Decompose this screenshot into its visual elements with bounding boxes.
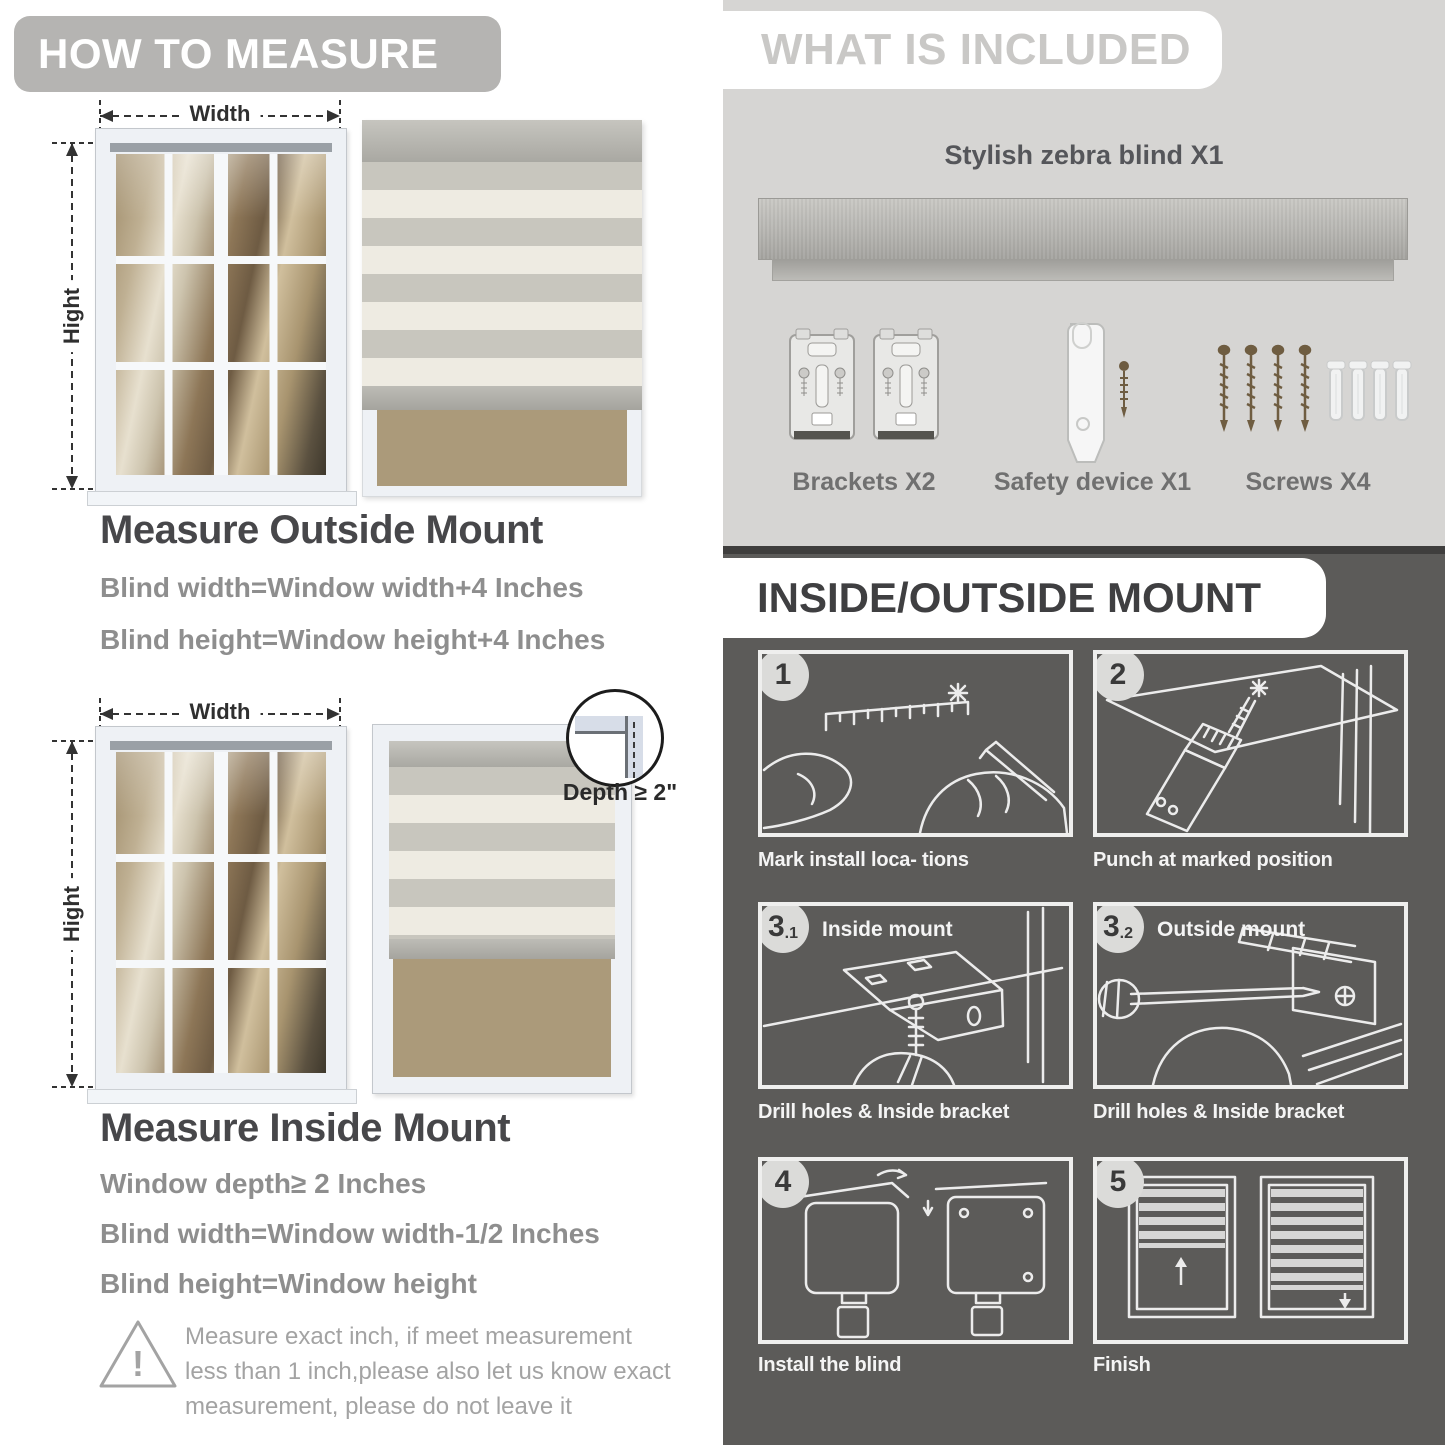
step-caption: Mark install loca- tions <box>758 849 969 871</box>
height-label: Hight <box>55 280 89 352</box>
how-to-measure-header: HOW TO MEASURE <box>14 16 501 92</box>
inside-formula-depth: Window depth≥ 2 Inches <box>100 1168 427 1199</box>
outside-formula-width: Blind width=Window width+4 Inches <box>100 572 584 603</box>
step-caption: Drill holes & Inside bracket <box>758 1101 1010 1123</box>
screws-image <box>1212 340 1412 460</box>
width-label: Width <box>180 101 261 127</box>
height-dimension-arrow <box>50 138 94 494</box>
inside-formula-width: Blind width=Window width-1/2 Inches <box>100 1218 600 1249</box>
step-panel-3-1 <box>758 902 1073 1089</box>
depth-callout-circle <box>566 689 664 787</box>
blind-headrail <box>362 120 642 162</box>
headrail-lip <box>772 259 1394 281</box>
step-caption: Punch at marked position <box>1093 849 1333 871</box>
window-top-strip <box>110 741 332 750</box>
step-panel-title: Inside mount <box>822 918 953 941</box>
depth-dashed-line <box>633 722 635 778</box>
step-panel-3-2 <box>1093 902 1408 1089</box>
what-is-included-header: WHAT IS INCLUDED <box>723 11 1222 89</box>
headrail-image <box>758 198 1408 260</box>
step-number-badge: 3 .2 <box>1093 902 1144 953</box>
window-glass <box>377 410 627 486</box>
window-photo-inside <box>95 726 347 1092</box>
step-panel-2 <box>1093 650 1408 837</box>
width-label: Width <box>180 699 261 725</box>
window-glass <box>116 752 326 1073</box>
window-below-blind <box>362 410 642 497</box>
window-sill <box>87 1089 357 1104</box>
brackets-label: Brackets X2 <box>792 468 936 496</box>
safety-device-label: Safety device X1 <box>993 468 1192 496</box>
step-caption: Install the blind <box>758 1354 902 1376</box>
step-panel-1 <box>758 650 1073 837</box>
step-caption: Drill holes & Inside bracket <box>1093 1101 1345 1123</box>
blind-bottom-rail <box>389 939 615 959</box>
height-dimension-arrow <box>50 736 94 1092</box>
inside-formula-height: Blind height=Window height <box>100 1268 477 1299</box>
step-number-badge: 5 <box>1093 1157 1144 1208</box>
mount-section-header: INSIDE/OUTSIDE MOUNT <box>723 558 1326 638</box>
outside-formula-height: Blind height=Window height+4 Inches <box>100 624 606 655</box>
window-top-strip <box>110 143 332 152</box>
step-panel-title: Outside mount <box>1157 918 1306 941</box>
step-panel-4 <box>758 1157 1073 1344</box>
blind-stripes <box>362 162 642 386</box>
window-sill <box>87 491 357 506</box>
inside-mount-title: Measure Inside Mount <box>100 1106 511 1150</box>
step-number-badge: 1 <box>758 650 809 701</box>
outside-mount-title: Measure Outside Mount <box>100 508 543 552</box>
brackets-image <box>784 325 944 465</box>
safety-device-image <box>1040 320 1150 470</box>
window-photo-outside <box>95 128 347 494</box>
window-glass <box>116 154 326 475</box>
step-number-badge: 4 <box>758 1157 809 1208</box>
step-panel-5 <box>1093 1157 1408 1344</box>
height-label: Hight <box>55 878 89 950</box>
step-number-badge: 2 <box>1093 650 1144 701</box>
blind-item-label: Stylish zebra blind X1 <box>944 140 1224 170</box>
blind-bottom-rail <box>362 386 642 410</box>
step-number-badge: 3 .1 <box>758 902 809 953</box>
zebra-blind-outside-mount <box>362 120 642 496</box>
exclamation-mark: ! <box>132 1343 144 1384</box>
step-caption: Finish <box>1093 1354 1151 1376</box>
window-glass <box>393 959 611 1077</box>
measure-warning-text: Measure exact inch, if meet measurement less than 1 inch,please also let us know exact measurement, please do not leave it <box>185 1323 671 1420</box>
screws-label: Screws X4 <box>1245 468 1371 496</box>
section-divider <box>723 546 1445 554</box>
depth-requirement-label: Depth ≥ 2" <box>562 779 678 805</box>
warning-triangle-icon <box>95 1314 181 1394</box>
